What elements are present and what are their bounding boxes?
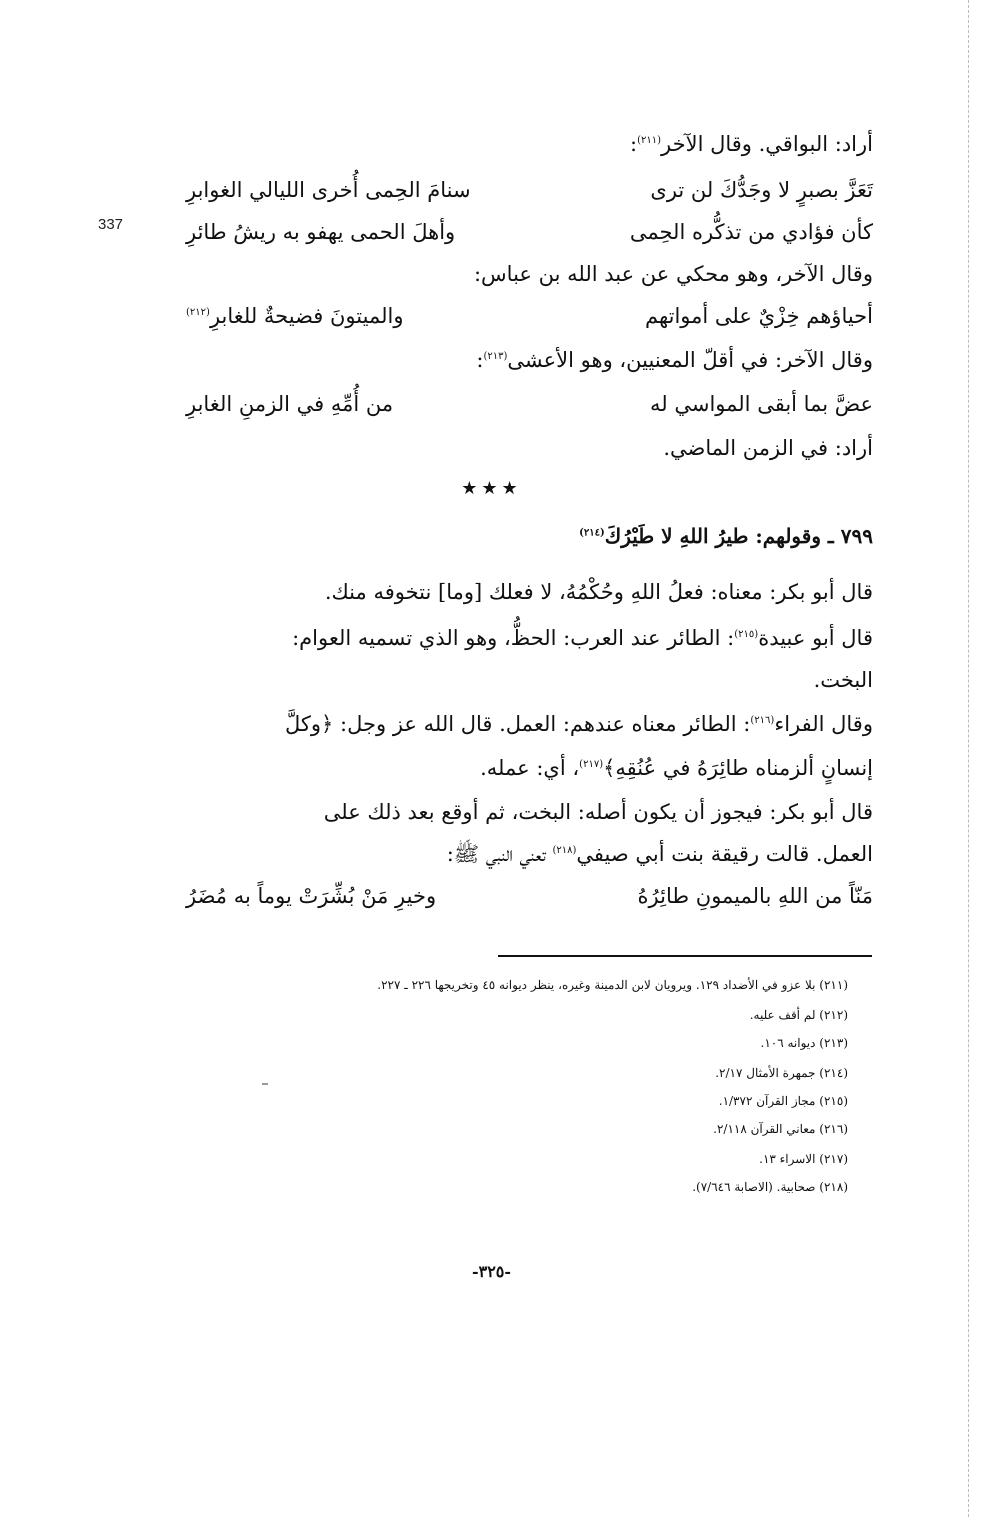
paragraph-line-1: قال أبو بكر: معناه: فعلُ اللهِ وحُكْمُهُ، لا فعلك [وما] نتخوفه منك.: [324, 580, 873, 604]
footnote-216: (٢١٦) معاني القرآن ٢/١١٨.: [713, 1122, 848, 1136]
verse-hemistich-1: تَعَزَّ بصبرٍ لا وجَدُّكَ لن ترى: [650, 178, 873, 202]
footnote-separator: [498, 955, 872, 957]
section-stars: ★★★: [461, 478, 522, 499]
footnote-212: (٢١٢) لم أقف عليه.: [749, 1008, 848, 1022]
scan-edge-line: [968, 0, 969, 1517]
footnote-213: (٢١٣) ديوانه ١٠٦.: [760, 1036, 848, 1050]
verse-line-2: [186, 220, 873, 245]
paragraph-line-6: قال أبو بكر: فيجوز أن يكون أصله: البخت، ثم أوقع بعد ذلك على: [323, 800, 873, 824]
text-line-other2: وقال الآخر: في أقلّ المعنيين، وهو الأعشى$^{(٢١٣)}$:: [476, 348, 873, 372]
paragraph-line-4: وقال الفراء$^{(٢١٦)}$: الطائر معناه عندهم: العمل. قال الله عز وجل: ﴿وكلَّ: [285, 712, 873, 736]
verse-hemistich-1: أحياؤهم خِزْيٌ على أمواتهم: [644, 304, 873, 328]
paragraph-line-2: قال أبو عبيدة$^{(٢١٥)}$: الطائر عند العرب: الحظُّ، وهو الذي تسميه العوام:: [292, 626, 873, 650]
paragraph-line-7: العمل. قالت رقيقة بنت أبي صيفي$^{(٢١٨)}$ تعني النبي ﷺ:: [446, 842, 873, 866]
verse-hemistich-2: من أُمِّهِ في الزمنِ الغابرِ: [186, 392, 394, 416]
page-number: -٣٢٥-: [471, 1262, 512, 1281]
paragraph-line-3: البخت.: [813, 668, 873, 692]
verse-line-5: [186, 884, 873, 909]
verse-line-4: [186, 392, 873, 417]
intro-line: أراد: البواقي. وقال الآخر$^{(٢١١)}$:: [630, 132, 873, 156]
verse-hemistich-1: عضَّ بما أبقى المواسي له: [650, 392, 873, 416]
paragraph-line-5: إنسانٍ ألزمناه طائِرَهُ في عُنُقِهِ﴾$^{(٢١٧)}$، أي: عمله.: [480, 756, 873, 780]
verse-hemistich-2: سنامَ الحِمى أُخرى الليالي الغوابرِ: [186, 178, 471, 202]
footnote-214: (٢١٤) جمهرة الأمثال ٢/١٧.: [715, 1066, 848, 1080]
footnote-218: (٢١٨) صحابية. (الاصابة ٧/٦٤٦).: [692, 1180, 848, 1194]
verse-hemistich-1: كأن فؤادي من تذكُّره الحِمى: [629, 220, 873, 244]
verse-hemistich-2: والميتونَ فضيحةٌ للغابرِ$^{(٢١٢)}$: [186, 304, 404, 328]
section-heading: ٧٩٩ ـ وقولهم: طيرُ اللهِ لا طَيْرُكَ$^{(٢١٤)}$: [579, 524, 873, 548]
verse-hemistich-2: وخيرِ مَنْ بُشِّرَتْ يوماً به مُضَرُ: [186, 884, 437, 908]
verse-line-3: [186, 304, 873, 329]
verse-hemistich-2: وأهلَ الحمى يهفو به ريشُ طائرِ: [186, 220, 456, 244]
footnote-211: (٢١١) بلا عزو في الأضداد ١٢٩. ويرويان لابن الدمينة وغيره، ينظر ديوانه ٤٥ وتخريجها ٢٢٦ ـ ٢٢٧.: [377, 978, 848, 992]
verse-hemistich-1: مَنّاً من اللهِ بالميمونِ طائِرُهُ: [637, 884, 873, 908]
text-line-meaning: أراد: في الزمن الماضي.: [663, 436, 873, 460]
verse-line-1: [186, 178, 873, 203]
scan-speck: [262, 1083, 268, 1085]
text-line-other1: وقال الآخر، وهو محكي عن عبد الله بن عباس:: [473, 262, 873, 286]
footnote-215: (٢١٥) مجاز القرآن ١/٣٧٢.: [718, 1094, 848, 1108]
footnote-217: (٢١٧) الاسراء ١٣.: [759, 1152, 848, 1166]
margin-page-reference: 337: [98, 216, 124, 233]
